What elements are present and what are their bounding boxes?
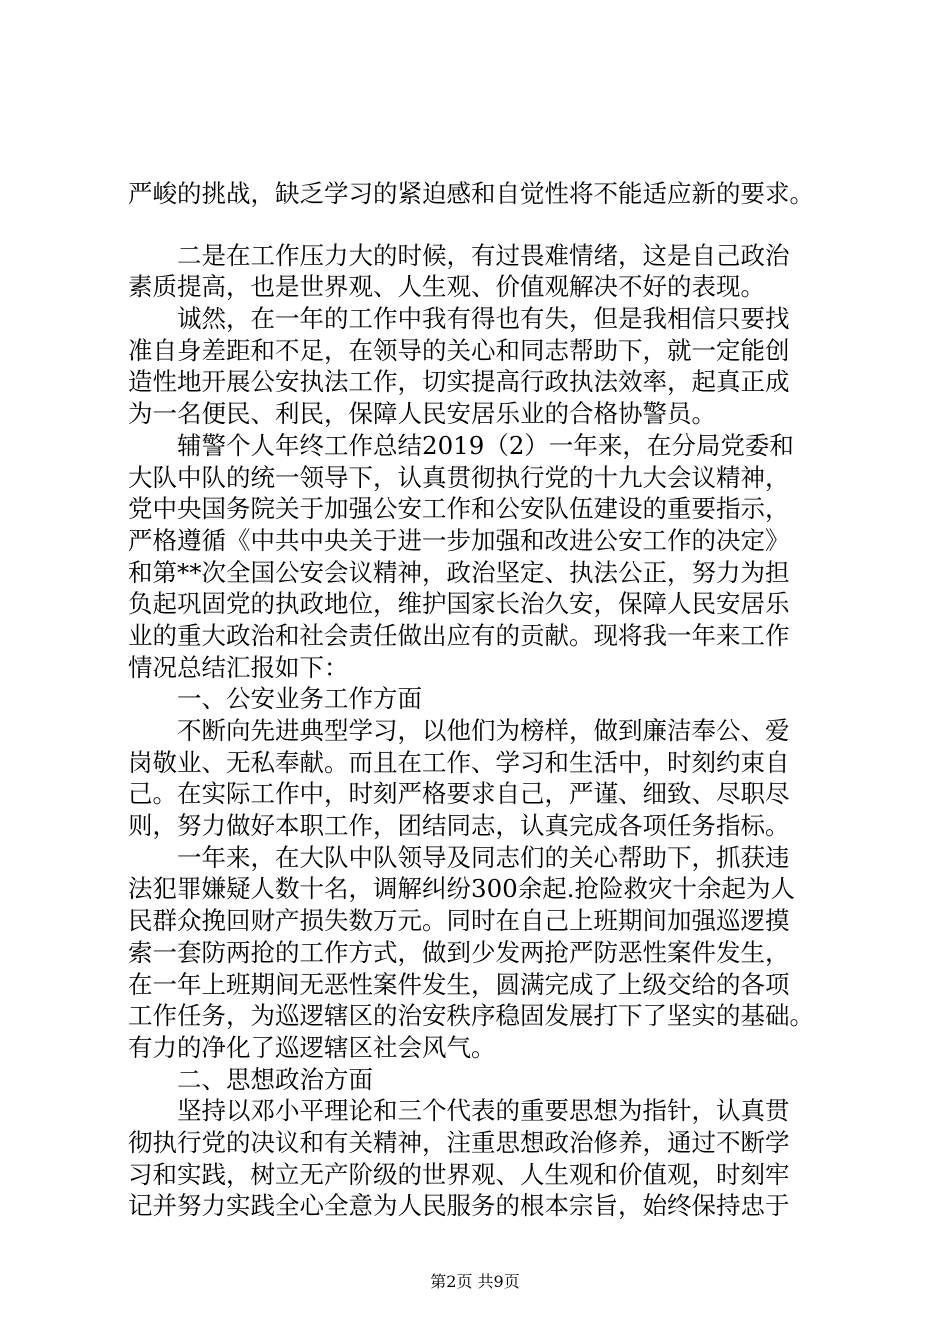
text-line: 在一年上班期间无恶性案件发生，圆满完成了上级交给的各项 — [128, 969, 790, 999]
text-line: 为一名便民、利民，保障人民安居乐业的合格协警员。 — [128, 399, 716, 429]
text-line: 二是在工作压力大的时候，有过畏难情绪，这是自己政治 — [177, 240, 790, 270]
text-line: 业的重大政治和社会责任做出应有的贡献。现将我一年来工作 — [128, 620, 790, 650]
section-heading: 一、公安业务工作方面 — [177, 684, 422, 714]
text-line: 负起巩固党的执政地位，维护国家长治久安，保障人民安居乐 — [128, 589, 790, 619]
text-line: 大队中队的统一领导下，认真贯彻执行党的十九大会议精神， — [128, 462, 790, 492]
text-line: 造性地开展公安执法工作，切实提高行政执法效率，起真正成 — [128, 367, 790, 397]
text-line: 民群众挽回财产损失数万元。同时在自己上班期间加强巡逻摸 — [128, 906, 790, 936]
text-line: 彻执行党的决议和有关精神，注重思想政治修养，通过不断学 — [128, 1127, 790, 1157]
text-line: 法犯罪嫌疑人数十名，调解纠纷300余起.抢险救灾十余起为人 — [128, 874, 796, 904]
text-line: 一年来，在大队中队领导及同志们的关心帮助下，抓获违 — [177, 842, 790, 872]
text-line: 己。在实际工作中，时刻严格要求自己，严谨、细致、尽职尽 — [128, 779, 790, 809]
text-line: 准自身差距和不足，在领导的关心和同志帮助下，就一定能创 — [128, 335, 790, 365]
text-line: 岗敬业、无私奉献。而且在工作、学习和生活中，时刻约束自 — [128, 747, 790, 777]
page-number-footer: 第2页 共9页 — [430, 1272, 520, 1291]
text-line: 诚然，在一年的工作中我有得也有失，但是我相信只要找 — [177, 304, 790, 334]
text-line: 和第**次全国公安会议精神，政治坚定、执法公正，努力为担 — [128, 557, 790, 587]
text-line: 素质提高，也是世界观、人生观、价值观解决不好的表现。 — [128, 272, 765, 302]
text-line: 坚持以邓小平理论和三个代表的重要思想为指针，认真贯 — [177, 1096, 790, 1126]
text-line: 情况总结汇报如下： — [128, 652, 349, 682]
section-heading: 二、思想政治方面 — [177, 1064, 373, 1094]
text-line: 索一套防两抢的工作方式，做到少发两抢严防恶性案件发生， — [128, 937, 790, 967]
text-line: 不断向先进典型学习，以他们为榜样，做到廉洁奉公、爱 — [177, 716, 790, 745]
document-body — [128, 178, 838, 1222]
text-line: 严格遵循《中共中央关于进一步加强和改进公安工作的决定》 — [128, 525, 790, 555]
text-line: 习和实践，树立无产阶级的世界观、人生观和价值观，时刻牢 — [128, 1159, 790, 1189]
text-line: 党中央国务院关于加强公安工作和公安队伍建设的重要指示， — [128, 494, 790, 524]
text-line: 严峻的挑战，缺乏学习的紧迫感和自觉性将不能适应新的要求。 — [128, 179, 814, 208]
text-line: 有力的净化了巡逻辖区社会风气。 — [128, 1032, 496, 1062]
text-line: 记并努力实践全心全意为人民服务的根本宗旨，始终保持忠于 — [128, 1191, 790, 1221]
paragraph-gap — [128, 210, 838, 240]
text-line: 辅警个人年终工作总结2019（2）一年来，在分局党委和 — [177, 430, 794, 460]
text-line: 工作任务，为巡逻辖区的治安秩序稳固发展打下了坚实的基础。 — [128, 1001, 814, 1031]
text-line: 则，努力做好本职工作，团结同志，认真完成各项任务指标。 — [128, 811, 790, 841]
